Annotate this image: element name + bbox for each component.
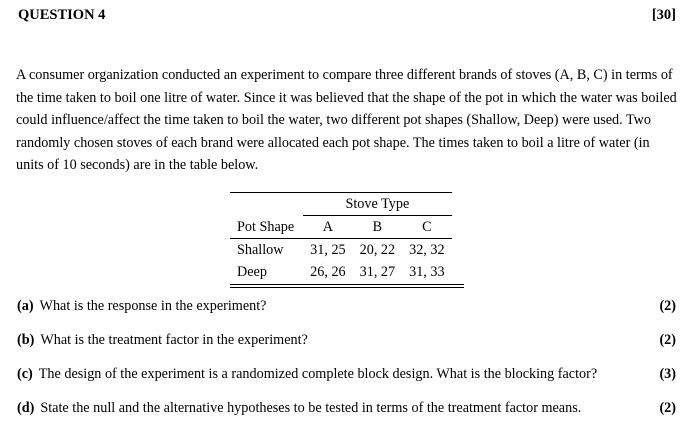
part-label: (a): [17, 298, 34, 314]
table-bottom-rule: [230, 284, 464, 285]
table-cell: 20, 22: [359, 242, 396, 258]
question-intro: A consumer organization conducted an experiment to compare three different brands of stoves (A, B, C) in terms of the time taken to boil one litre of water. Since it was believed that the shape of the pot in which the water was boiled could influence/affect the time taken to boil the water, two different pot shapes (Shallow, Deep) were used. Two randomly chosen stoves of each brand were allocated each pot shape. The times taken to boil a litre of water (in units of 10 seconds) are in the table below.: [16, 67, 677, 174]
part-label: (b): [17, 332, 35, 348]
row-label: Deep: [237, 264, 267, 280]
table-cell: 31, 27: [359, 264, 396, 280]
question-part-c: [17, 366, 676, 383]
table-bottom-rule: [230, 287, 464, 288]
question-marks: [30]: [651, 7, 676, 23]
row-label: Shallow: [237, 242, 284, 258]
question-part-d: [17, 400, 676, 417]
part-marks: (2): [659, 332, 676, 348]
data-table: [230, 192, 452, 283]
part-text: What is the response in the experiment?: [39, 298, 267, 314]
column-header: B: [353, 216, 402, 239]
part-marks: (2): [659, 298, 676, 314]
part-text: The design of the experiment is a randomized complete block design. What is the blocking factor?: [38, 366, 598, 382]
table-cell: 32, 32: [409, 242, 445, 258]
question-part-b: [17, 332, 676, 349]
column-header: C: [402, 216, 451, 239]
table-cell: 31, 33: [409, 264, 445, 280]
part-text: What is the treatment factor in the experiment?: [40, 332, 308, 348]
part-marks: (2): [659, 400, 676, 416]
row-header: Pot Shape: [230, 216, 303, 239]
table-cell: 31, 25: [310, 242, 346, 258]
question-part-a: [17, 298, 676, 315]
table-row: [230, 239, 452, 262]
table-row: [230, 261, 452, 283]
column-header: A: [303, 216, 352, 239]
part-label: (d): [17, 400, 35, 416]
question-title: QUESTION 4: [18, 7, 106, 23]
part-marks: (3): [659, 366, 676, 382]
part-text: State the null and the alternative hypotheses to be tested in terms of the treatment factor means.: [40, 400, 582, 416]
group-header: Stove Type: [303, 193, 451, 216]
part-label: (c): [17, 366, 33, 382]
question-header: [18, 7, 676, 24]
table-cell: 26, 26: [310, 264, 346, 280]
